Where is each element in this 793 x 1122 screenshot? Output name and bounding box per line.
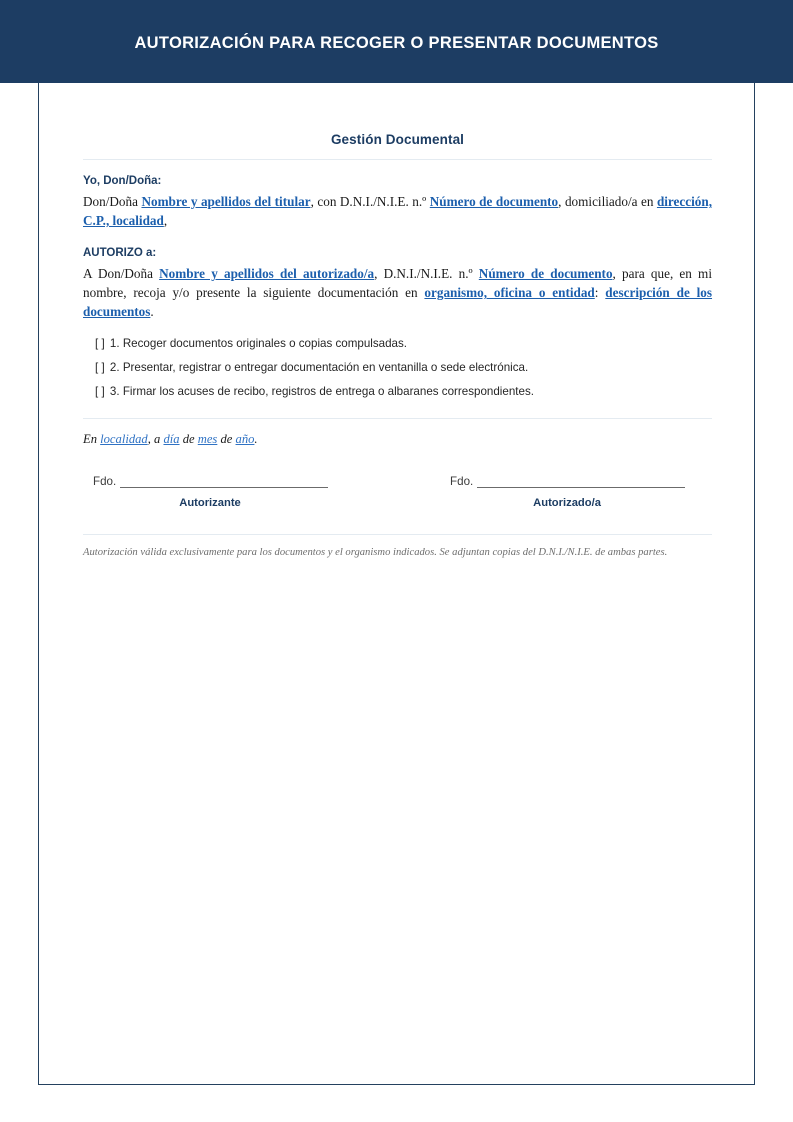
document-content: [83, 132, 712, 560]
permission-number-1: 1.: [109, 336, 120, 350]
document-title: Gestión Documental: [330, 132, 465, 147]
city-placeholder[interactable]: localidad: [100, 431, 148, 446]
authorized-document-placeholder[interactable]: Número de documento: [478, 266, 613, 282]
divider-top: [83, 159, 712, 160]
authorize-mid-text-3: :: [594, 285, 606, 301]
divider-bottom: [83, 534, 712, 535]
divider-middle: [83, 418, 712, 419]
grantor-section-label: Yo, Don/Doña:: [83, 175, 162, 187]
permission-item-2[interactable]: [95, 360, 712, 375]
authorized-name-placeholder[interactable]: Nombre y apellidos del autorizado/a: [159, 266, 375, 282]
permission-text-1: Recoger documentos originales o copias compulsadas.: [122, 336, 408, 350]
authorize-paragraph: [83, 265, 712, 321]
authorize-mid-text-1: , D.N.I./N.I.E. n.º: [374, 266, 479, 282]
authorize-section-label: AUTORIZO a:: [83, 247, 157, 260]
permission-item-3[interactable]: [95, 384, 712, 399]
year-placeholder[interactable]: año: [235, 431, 255, 446]
authorize-suffix-text: .: [150, 303, 154, 319]
grantor-mid-text-1: , con D.N.I./N.I.E. n.º: [310, 194, 430, 209]
signature-fdo-row-grantor: [93, 475, 402, 488]
grantor-suffix-text: ,: [163, 212, 168, 228]
authorize-prefix-text: A Don/Doña: [83, 266, 160, 282]
document-page-area: [0, 83, 793, 1122]
signature-caption-authorized: Autorizado/a: [533, 496, 601, 509]
grantor-document-placeholder[interactable]: Número de documento: [429, 194, 559, 209]
date-mid-text-3: de: [217, 431, 236, 446]
signature-block-grantor: [93, 475, 402, 509]
signature-row: [83, 475, 712, 509]
checkbox-icon[interactable]: [ ]: [95, 336, 105, 350]
date-prefix-text: En: [83, 431, 101, 446]
permission-number-2: 2.: [109, 360, 120, 374]
date-suffix-text: .: [254, 431, 258, 446]
permission-text-2: Presentar, registrar o entregar documentación en ventanilla o sede electrónica.: [122, 360, 529, 374]
signature-line-grantor[interactable]: [120, 475, 328, 488]
date-mid-text-2: de: [179, 431, 198, 446]
month-placeholder[interactable]: mes: [197, 431, 218, 446]
authorize-mid-text-2: , para que, en mi nombre, recoja y/o presente la siguiente documentación en: [83, 266, 712, 301]
page-header-band: [0, 0, 793, 83]
grantor-paragraph: [83, 193, 712, 230]
checkbox-icon[interactable]: [ ]: [95, 384, 105, 398]
signature-block-authorized: [402, 475, 712, 509]
fdo-label-grantor: Fdo.: [93, 474, 117, 488]
signature-caption-grantor: Autorizante: [179, 496, 241, 509]
document-sheet: [38, 83, 755, 1085]
checkbox-icon[interactable]: [ ]: [95, 360, 105, 374]
permission-item-1[interactable]: [95, 336, 712, 351]
date-mid-text-1: , a: [147, 431, 164, 446]
day-placeholder[interactable]: día: [163, 431, 180, 446]
signature-fdo-row-authorized: [450, 475, 712, 488]
fdo-label-authorized: Fdo.: [450, 474, 474, 488]
footnote-text: Autorización válida exclusivamente para los documentos y el organismo indicados. Se adjuntan copias del D.N.I./N.I.E. de ambas partes.: [83, 546, 668, 558]
entity-placeholder[interactable]: organismo, oficina o entidad: [424, 285, 595, 301]
grantor-address-placeholder[interactable]: dirección, C.P., localidad: [83, 194, 712, 228]
grantor-mid-text-2: , domiciliado/a en: [558, 194, 657, 209]
page-title: AUTORIZACIÓN PARA RECOGER O PRESENTAR DOCUMENTOS: [134, 34, 659, 52]
documents-description-placeholder[interactable]: descripción de los documentos: [83, 285, 713, 319]
permissions-list: [83, 336, 712, 399]
permission-text-3: Firmar los acuses de recibo, registros de entrega o albaranes correspondientes.: [122, 384, 534, 398]
permission-number-3: 3.: [109, 384, 120, 398]
place-and-date-line: [83, 432, 712, 447]
signature-line-authorized[interactable]: [477, 475, 685, 488]
grantor-prefix-text: Don/Doña: [83, 194, 142, 209]
grantor-name-placeholder[interactable]: Nombre y apellidos del titular: [141, 194, 311, 209]
